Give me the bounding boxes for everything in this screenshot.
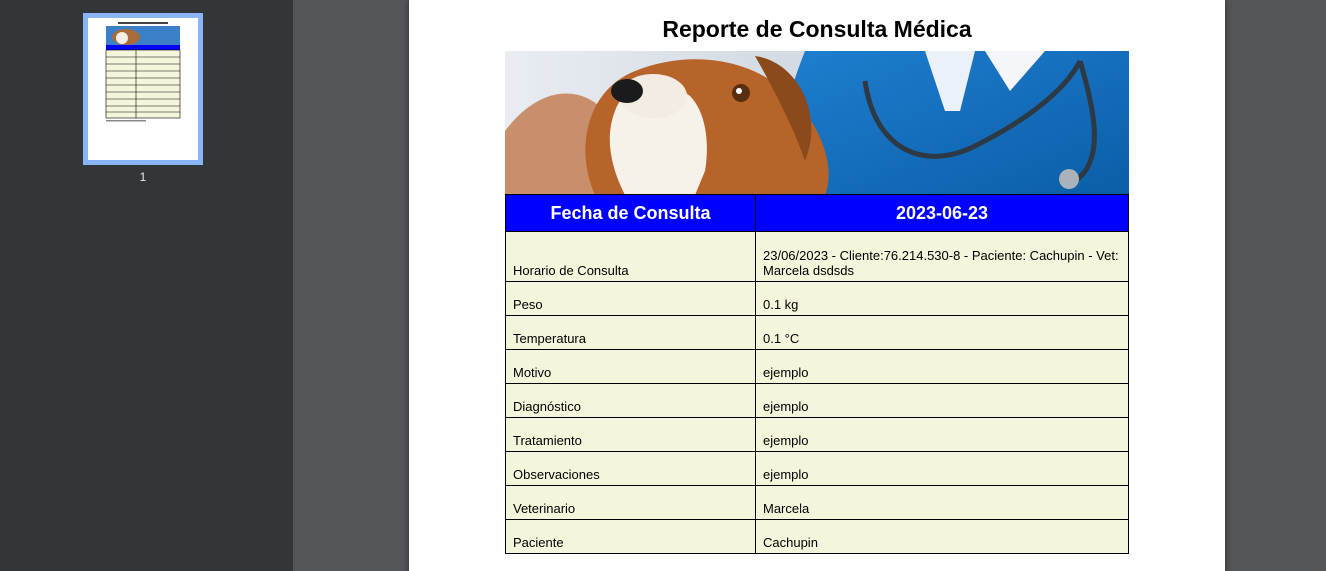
page-title: Reporte de Consulta Médica: [662, 16, 972, 42]
thumbnail-page-number: 1: [139, 170, 147, 184]
table-row: [506, 350, 1129, 384]
row-label: Temperatura: [506, 316, 756, 350]
table-row: [506, 384, 1129, 418]
pdf-page: [409, 0, 1225, 571]
table-row: [506, 452, 1129, 486]
row-label: Tratamiento: [506, 418, 756, 452]
row-value: ejemplo: [756, 452, 1129, 486]
row-value: Marcela: [756, 486, 1129, 520]
row-value: ejemplo: [756, 350, 1129, 384]
row-value: Cachupin: [756, 520, 1129, 554]
report-table: [505, 194, 1129, 554]
row-value: 23/06/2023 - Cliente:76.214.530-8 - Paciente: Cachupin - Vet: Marcela dsdsds: [756, 232, 1129, 282]
page-thumbnail[interactable]: [83, 13, 203, 165]
row-label: Horario de Consulta: [506, 232, 756, 282]
thumbnail-sidebar: [0, 0, 293, 571]
row-label: Veterinario: [506, 486, 756, 520]
row-value: 0.1 °C: [756, 316, 1129, 350]
banner-image: [505, 51, 1129, 195]
document-viewer[interactable]: [293, 0, 1326, 571]
table-row: [506, 232, 1129, 282]
row-value: ejemplo: [756, 418, 1129, 452]
header-label: Fecha de Consulta: [506, 195, 756, 232]
row-label: Paciente: [506, 520, 756, 554]
table-row: [506, 520, 1129, 554]
thumbnail-page-preview: [88, 18, 198, 160]
row-value: ejemplo: [756, 384, 1129, 418]
table-row: [506, 418, 1129, 452]
row-label: Motivo: [506, 350, 756, 384]
row-label: Observaciones: [506, 452, 756, 486]
table-header-row: [506, 195, 1129, 232]
thumbnail-miniature: [88, 18, 198, 160]
header-date: 2023-06-23: [756, 195, 1129, 232]
table-row: [506, 282, 1129, 316]
row-label: Diagnóstico: [506, 384, 756, 418]
table-row: [506, 486, 1129, 520]
row-value: 0.1 kg: [756, 282, 1129, 316]
table-row: [506, 316, 1129, 350]
row-label: Peso: [506, 282, 756, 316]
